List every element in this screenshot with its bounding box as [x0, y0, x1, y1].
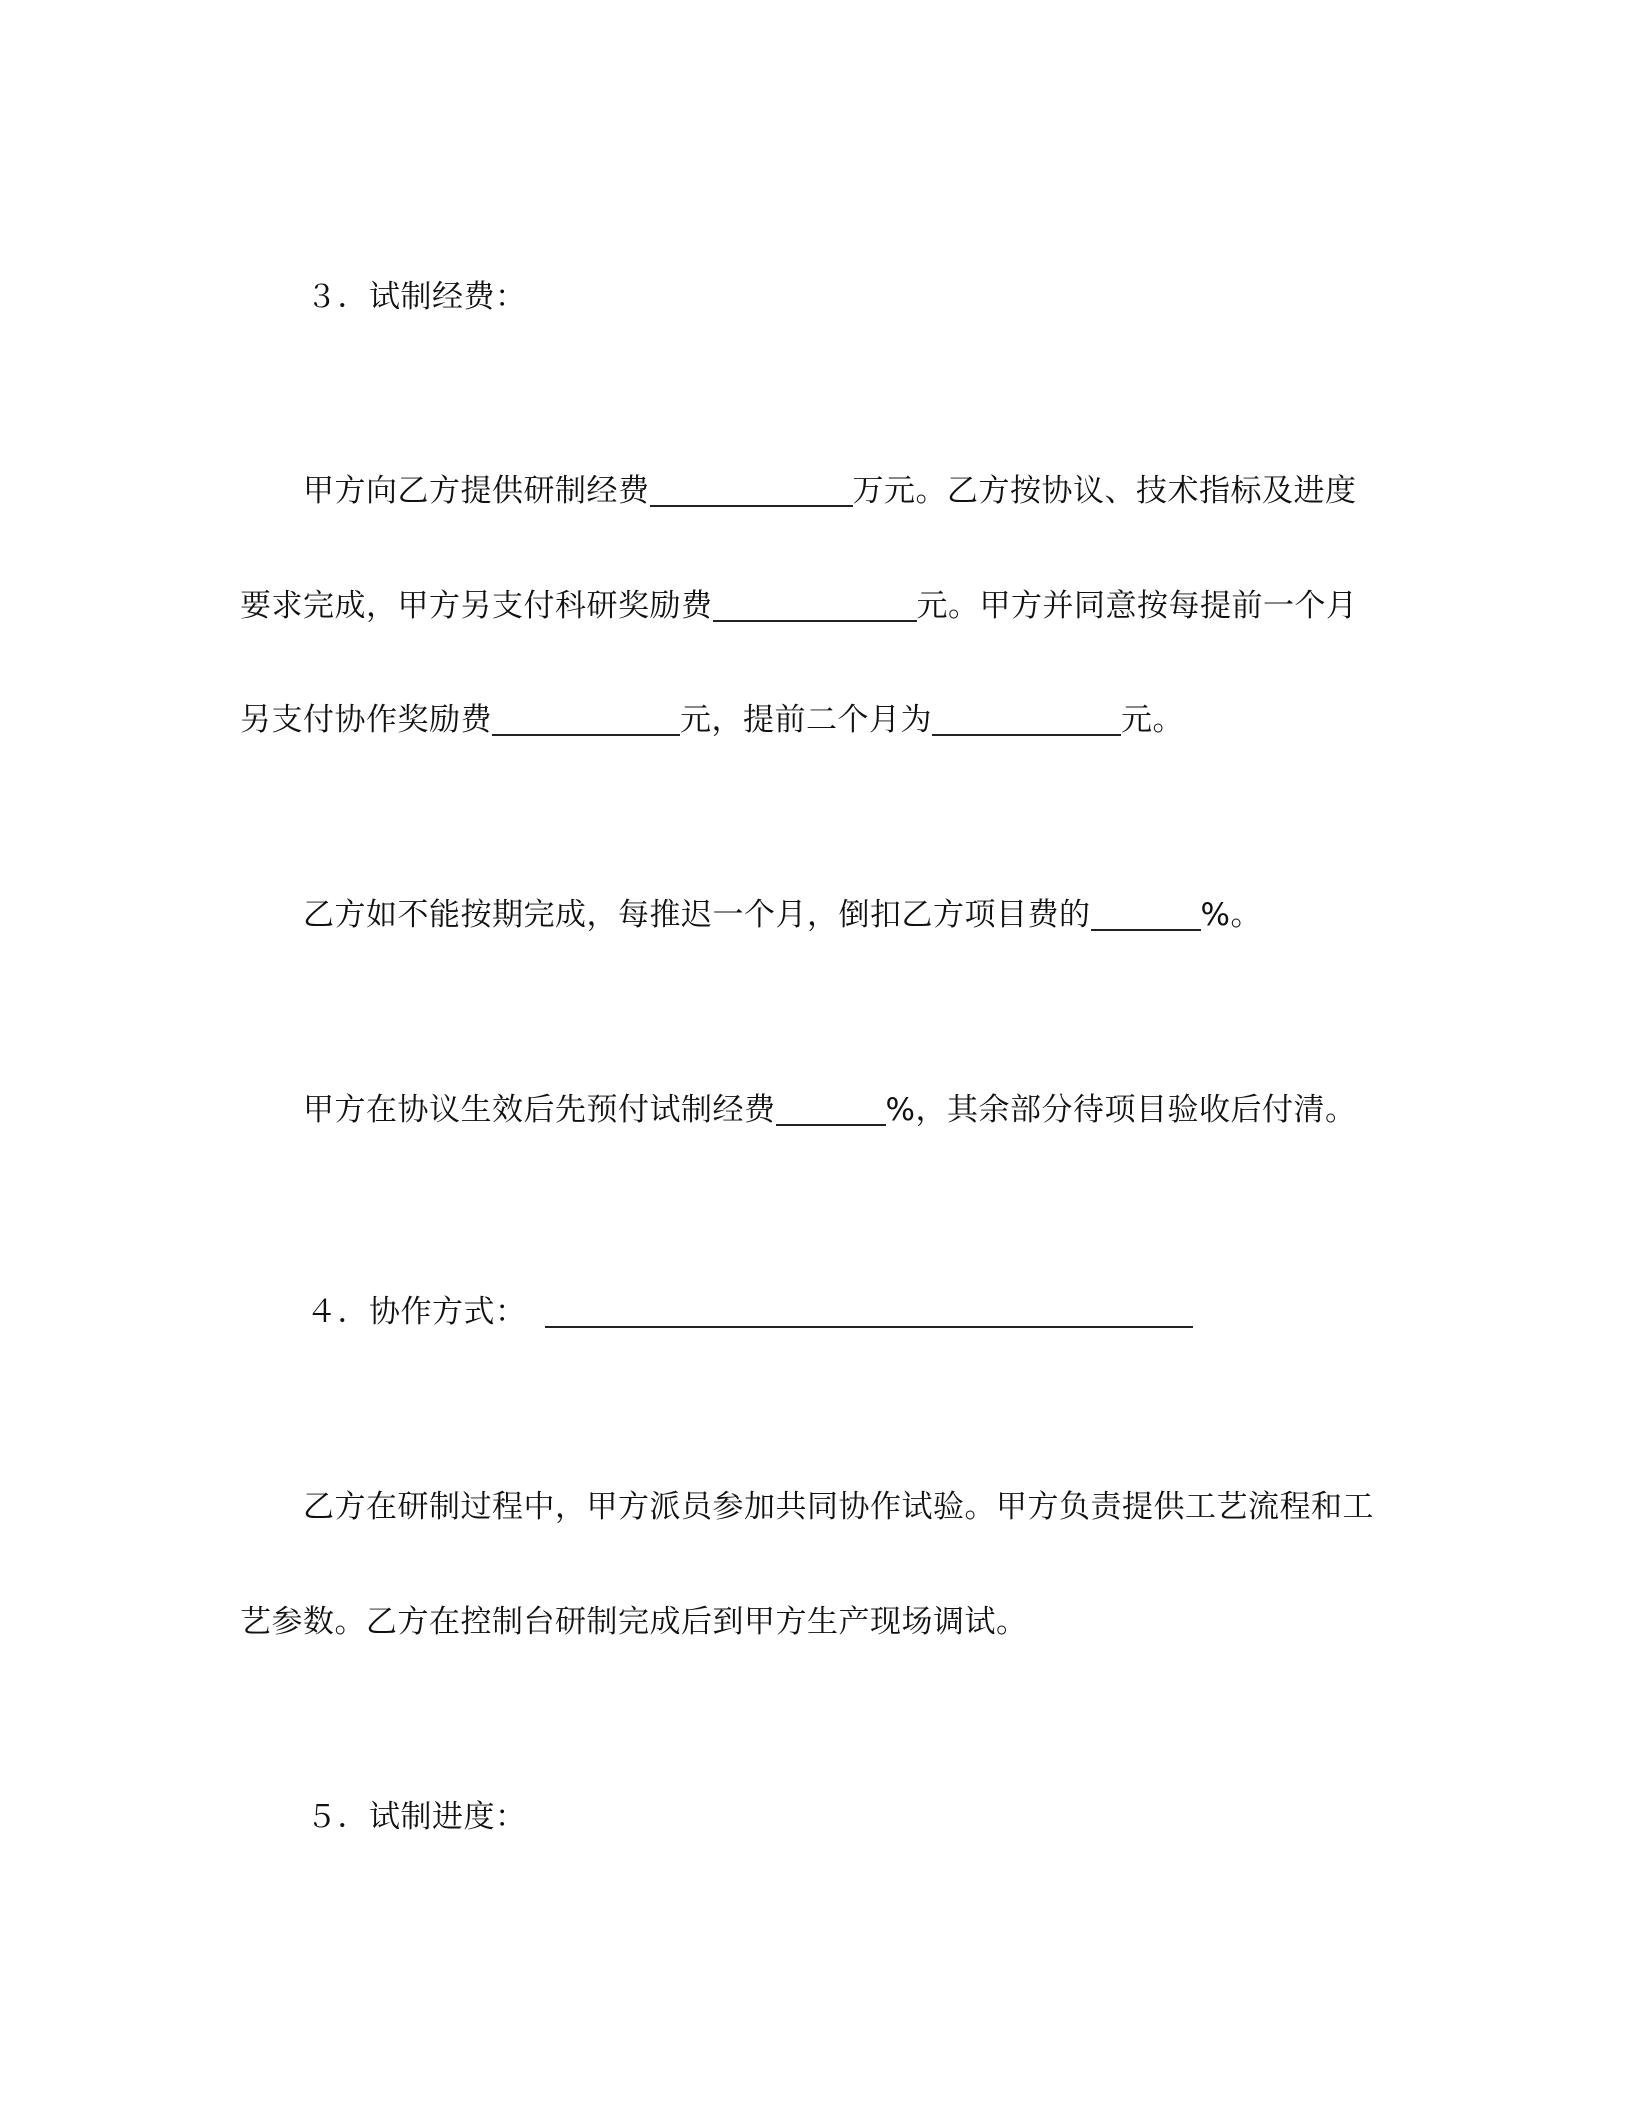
- prepay-line: [303, 1090, 1356, 1130]
- section-5-heading: [306, 1797, 527, 1837]
- section-5-number: ５．: [306, 1799, 369, 1835]
- penalty-text-b: %。: [1200, 897, 1262, 933]
- prepay-text-b: %，其余部分待项目验收后付清。: [885, 1092, 1357, 1128]
- funding-text-2a: 要求完成，甲方另支付科研奖励费: [240, 588, 713, 624]
- cooperation-line-1: 乙方在研制过程中，甲方派员参加共同协作试验。甲方负责提供工艺流程和工: [303, 1489, 1374, 1525]
- funding-text-1b: 万元。乙方按协议、技术指标及进度: [852, 473, 1357, 509]
- cooperation-line-2: 艺参数。乙方在控制台研制完成后到甲方生产现场调试。: [240, 1604, 1028, 1640]
- research-reward-blank[interactable]: [713, 590, 917, 622]
- section-3-number: ３．: [306, 279, 369, 315]
- funding-text-3a: 另支付协作奖励费: [240, 702, 492, 738]
- section-5-title: 试制进度：: [369, 1799, 527, 1835]
- section-4-number: ４．: [306, 1294, 369, 1330]
- prepay-percent-blank[interactable]: [776, 1094, 886, 1126]
- penalty-line: [303, 895, 1262, 935]
- section-4-title: 协作方式：: [369, 1294, 527, 1330]
- section-4-heading: [306, 1292, 1193, 1332]
- funding-text-2b: 元。甲方并同意按每提前一个月: [916, 588, 1358, 624]
- funding-text-3b: 元，提前二个月为: [680, 702, 932, 738]
- two-month-reward-blank[interactable]: [932, 704, 1121, 736]
- research-funding-blank[interactable]: [650, 475, 853, 507]
- section-3-heading: [306, 277, 527, 317]
- funding-text-3c: 元。: [1121, 702, 1184, 738]
- penalty-percent-blank[interactable]: [1091, 899, 1201, 931]
- section-3-title: 试制经费：: [369, 279, 527, 315]
- penalty-text-a: 乙方如不能按期完成，每推迟一个月，倒扣乙方项目费的: [303, 897, 1091, 933]
- funding-line-1: [303, 471, 1357, 511]
- cooperation-method-blank[interactable]: [545, 1296, 1193, 1328]
- funding-line-3: [240, 700, 1184, 740]
- funding-line-2: [240, 586, 1358, 626]
- prepay-text-a: 甲方在协议生效后先预付试制经费: [303, 1092, 776, 1128]
- one-month-reward-blank[interactable]: [492, 704, 680, 736]
- funding-text-1a: 甲方向乙方提供研制经费: [303, 473, 650, 509]
